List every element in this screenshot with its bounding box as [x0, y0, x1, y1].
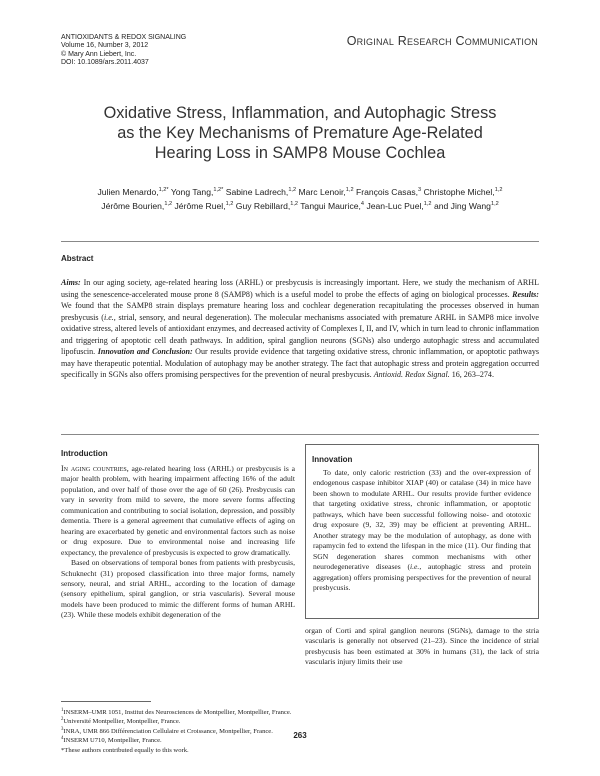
footnote: $^1$INSERM–UMR 1051, Institut des Neurosciences de Montpellier, Montpellier, France.: [61, 707, 292, 716]
paragraph: Based on observations of temporal bones from patients with presbycusis, Schuknecht (31) proposed classification into three major forms, namely sensory, neural, and strial ARHL, according to the location of damage (sensory epithelium, spiral ganglion, or stria vascularis). Several mouse models have been produced to mimic the different forms of human ARHL (23). While these models exhibit degeneration of the: [61, 558, 295, 620]
author: François Casas,$^3$: [355, 187, 422, 197]
introduction-body: [61, 464, 295, 621]
abstract-heading: Abstract: [61, 254, 94, 263]
author: Jérôme Bourien,$^{1,2}$: [101, 200, 173, 211]
divider: [61, 241, 539, 242]
paper-title: [40, 103, 560, 163]
author: Marc Lenoir,$^{1,2}$: [298, 187, 354, 197]
journal-name: ANTIOXIDANTS & REDOX SIGNALING: [61, 34, 187, 41]
innovation-text: To date, only caloric restriction (33) and the over-expression of endogenous caspase inhibitor XIAP (40) or catalase (34) in mice have been shown to modulate ARHL. Our results provide further evidence that targeting oxidative stress, chronic inflammation, or apoptotic pathways, which have been successful following noise- and ototoxic drug exposure (9, 32, 39) may be efficient at preventing ARHL. Another strategy may be the modulation of autophagy, as done with rapamycin fed to extend the lifespan in the mice (11). Our finding that SGN degeneration shares common mechanisms with other neurodegenerative diseases (i.e., autophagic stress and protein aggregation) offers promising perspectives for the prevention of neural presbycusis.: [313, 468, 531, 592]
footnote: $^2$Université Montpellier, Montpellier, France.: [61, 717, 181, 726]
author: Julien Menardo,$^{1,2*}$: [97, 187, 169, 197]
author-line: [40, 186, 560, 200]
footnote: *These authors contributed equally to this work.: [61, 746, 189, 754]
paragraph: In aging countries, age-related hearing loss (ARHL) or presbycusis is a major health problem, with hearing impairment affecting 16% of the adult population, and over half of those over the age of 60 (26). Presbycusis can vary in severity from mild to severe, the more severe forms affecting communication and contributing to social isolation, depression, and possibly dementia. There is a general agreement that cumulative effects of aging on hearing are exacerbated by genetic and environmental factors such as noise or drug exposure. Due to environmental noise and increasing life expectancy, the prevalence of presbycusis is expected to grow dramatically.: [61, 464, 296, 557]
journal-copyright: © Mary Ann Liebert, Inc.: [61, 50, 137, 58]
author-line: [40, 200, 560, 214]
journal-volume: Volume 16, Number 3, 2012: [61, 42, 149, 50]
title-line: as the Key Mechanisms of Premature Age-Related: [117, 124, 483, 142]
author: Yong Tang,$^{1,2*}$: [170, 187, 224, 197]
author: Guy Rebillard,$^{1,2}$: [235, 200, 299, 211]
author: Jérôme Ruel,$^{1,2}$: [174, 200, 234, 211]
author: and Jing Wang$^{1,2}$: [433, 200, 499, 211]
journal-doi: DOI: 10.1089/ars.2011.4037: [61, 59, 149, 67]
author: Sabine Ladrech,$^{1,2}$: [225, 187, 297, 197]
page-number: 263: [293, 731, 307, 740]
journal-header: [61, 34, 186, 68]
title-line: Oxidative Stress, Inflammation, and Autophagic Stress: [103, 104, 497, 122]
innovation-heading: Innovation: [312, 455, 353, 464]
footnote: $^4$INSERM U710, Montpellier, France.: [61, 736, 162, 745]
author-list: [40, 186, 560, 213]
footnote-divider: [61, 701, 151, 702]
author: Tangui Maurice,$^4$: [300, 200, 365, 211]
abstract-text: Aims: In our aging society, age-related hearing loss (ARHL) or presbycusis is increasingly important. Here, we study the mechanism of ARHL using the senescence-accelerated mouse prone 8 (SAMP8) which is a useful model to probe the effects of aging on biological processes. Results: We found that the SAMP8 strain displays premature hearing loss and cochlear degeneration recapitulating the processes observed in human presbycusis (i.e., strial, sensory, and neural degeneration). The molecular mechanisms associated with premature ARHL in SAMP8 mice involve oxidative stress, altered levels of antioxidant enzymes, and decreased activity of Complexes I, II, and IV, which in turn lead to chronic inflammation and triggering of apoptotic cell death pathways. In addition, spiral ganglion neurons (SGNs) also undergo autophagic stress and accumulated lipofuscin. Innovation and Conclusion: Our results provide evidence that targeting oxidative stress, chronic inflammation, or apoptotic pathways may have therapeutic potential. Modulation of autophagy may be another strategy. The fact that autophagic stress and protein aggregation occurred specifically in SGNs also offers promising perspectives for the prevention of neural presbycusis. Antioxid. Redox Signal. 16, 263–274.: [61, 278, 539, 379]
author: Christophe Michel,$^{1,2}$: [423, 187, 503, 197]
author: Jean-Luc Puel,$^{1,2}$: [366, 200, 432, 211]
right-column-text: organ of Corti and spiral ganglion neurons (SGNs), damage to the stria vascularis is generally not observed (21–23). Since the incidence of strial presbycusis has been estimated at 30% in humans (31), the lack of stria vascularis injury limits their use: [305, 626, 539, 667]
article-type: Original Research Communication: [346, 34, 538, 48]
footnote: $^3$INRA, UMR 866 Différenciation Cellulaire et Croissance, Montpellier, France.: [61, 726, 273, 735]
title-line: Hearing Loss in SAMP8 Mouse Cochlea: [154, 144, 446, 162]
divider: [61, 434, 539, 435]
introduction-heading: Introduction: [61, 449, 108, 458]
